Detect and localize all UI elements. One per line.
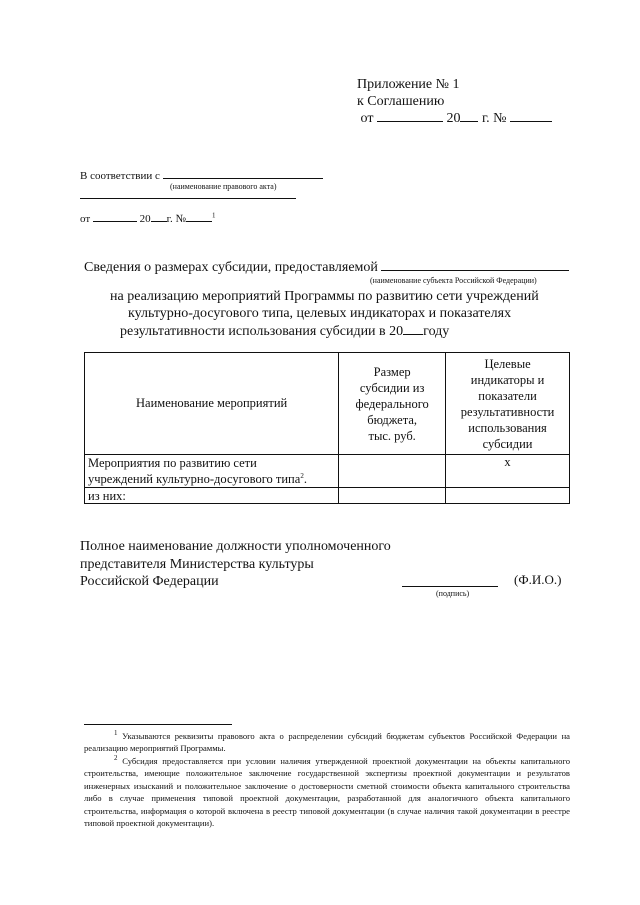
row-subitems-label: из них:: [85, 488, 339, 504]
row-indicator-value: х: [446, 455, 570, 488]
basis-date-blank: [93, 212, 137, 222]
basis-date-line: от 20 г. № $^1$: [80, 211, 216, 225]
row-subitems-indicator: [446, 488, 570, 504]
appendix-number-blank: [510, 110, 552, 122]
footnote-ref-1: 1: [211, 211, 216, 220]
footnote-1: $^1$ Указываются реквизиты правового акта о распределении субсидий бюджетам субъектов Российской Федерации на реализацию мероприятий Программы.: [84, 729, 570, 754]
basis-line: [80, 169, 323, 182]
legal-act-blank: [163, 169, 323, 179]
row-subitems-amount: [339, 488, 446, 504]
appendix-agreement-label: к Соглашению: [357, 94, 445, 109]
table-row: [85, 488, 570, 504]
appendix-year-blank: [460, 110, 478, 122]
heading-line1: Сведения о размерах субсидии, предоставляемой: [84, 258, 569, 276]
footnote-separator: [84, 724, 232, 725]
header-indicators: Целевые индикаторы и показатели результативности использования субсидии: [446, 353, 570, 455]
heading-line2: на реализацию мероприятий Программы по развитию сети учреждений: [110, 289, 539, 304]
header-subsidy-amount: Размер субсидии из федерального бюджета, тыс. руб.: [339, 353, 446, 455]
table-header-row: [85, 353, 570, 455]
footnote-ref-2: 2: [300, 471, 304, 480]
header-activities: Наименование мероприятий: [85, 353, 339, 455]
row-activity-name: Мероприятия по развитию сети учреждений культурно-досугового типа$^2$.: [85, 455, 339, 488]
legal-act-caption: (наименование правового акта): [170, 182, 277, 191]
appendix-block: [357, 76, 552, 127]
heading-line4: результативности использования субсидии в 20 году: [120, 324, 450, 339]
appendix-date-blank: [377, 110, 443, 122]
signature-blank: [402, 586, 498, 587]
heading-line3: культурно-досугового типа, целевых индикаторах и показателях: [128, 306, 512, 321]
row-subsidy-amount: [339, 455, 446, 488]
appendix-date-line: от 20 г. №: [357, 110, 552, 127]
signatory-position: Полное наименование должности уполномоченного представителя Министерства культуры Российской Федерации: [80, 539, 391, 589]
basis-prefix: В соответствии с: [80, 170, 160, 182]
subject-blank: [381, 258, 569, 271]
table-row: [85, 455, 570, 488]
signature-caption: (подпись): [436, 589, 470, 598]
basis-number-blank: [186, 212, 212, 222]
subject-caption: (наименование субъекта Российской Федерации): [370, 276, 537, 285]
appendix-title: Приложение № 1: [357, 77, 460, 92]
year-blank: [403, 322, 423, 335]
footnote-2: $^2$ Субсидия предоставляется при условии наличия утвержденной проектной документации на объекты капитального строительства, имеющие положительное заключение государственной экспертизы проектной документации и результатов инженерных изысканий и положительное заключение о достоверности сметной стоимости объекта капитального строительства либо в случае применения типовой проектной документации, разработанной для аналогичного объекта капитального строительства, информация о которой включена в реестр типовой документации (в случае наличия такой документации в реестре типовой проектной документации).: [84, 754, 570, 829]
basis-year-blank: [151, 212, 167, 222]
fio-label: (Ф.И.О.): [514, 572, 562, 587]
subsidy-table: [84, 352, 570, 504]
legal-act-blank-line2: [80, 198, 296, 199]
